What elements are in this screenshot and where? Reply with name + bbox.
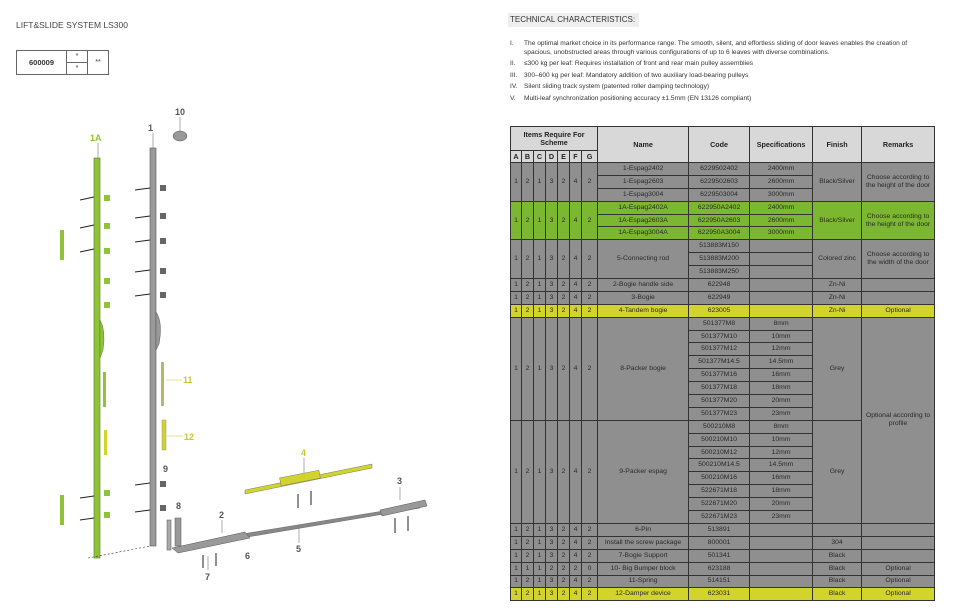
- part-specification: [750, 304, 813, 317]
- scheme-letter-a: A: [511, 151, 522, 163]
- qty-f: 4: [570, 279, 582, 292]
- qty-a: 1: [511, 536, 522, 549]
- qty-b: 2: [522, 163, 534, 202]
- part-code: 501377M12: [689, 343, 750, 356]
- part-remarks: Optional: [862, 562, 935, 575]
- mark-right: **: [88, 51, 109, 75]
- table-row: [511, 279, 935, 292]
- scheme-letter-d: D: [546, 151, 558, 163]
- part-specification: [750, 266, 813, 279]
- qty-d: 3: [546, 536, 558, 549]
- qty-f: 4: [570, 575, 582, 588]
- part-remarks: [862, 523, 935, 536]
- qty-b: 2: [522, 201, 534, 240]
- qty-g: 2: [582, 549, 598, 562]
- part-code: 501341: [689, 549, 750, 562]
- qty-a: 1: [511, 240, 522, 279]
- qty-e: 2: [558, 163, 570, 202]
- qty-c: 1: [534, 523, 546, 536]
- label-10: 10: [175, 107, 186, 117]
- part-finish: Black: [813, 549, 862, 562]
- qty-b: 1: [522, 562, 534, 575]
- bogie-assembly-part: [167, 500, 427, 568]
- part-specification: [750, 240, 813, 253]
- part-code: 622950A2603: [689, 214, 750, 227]
- part-code: 501377M14.5: [689, 356, 750, 369]
- qty-f: 4: [570, 304, 582, 317]
- qty-c: 1: [534, 279, 546, 292]
- qty-f: 4: [570, 536, 582, 549]
- part-code: 501377M16: [689, 369, 750, 382]
- part-name: Install the screw package: [598, 536, 689, 549]
- item-text: ≤300 kg per leaf: Requires installation of front and rear main pulley assemblies: [524, 60, 754, 68]
- product-code: 600009: [17, 51, 67, 75]
- part-name: 1-Espag2603: [598, 175, 689, 188]
- table-row: [511, 163, 935, 176]
- mark-top: *: [67, 51, 88, 63]
- qty-c: 1: [534, 420, 546, 523]
- qty-f: 4: [570, 523, 582, 536]
- part-specification: 2400mm: [750, 163, 813, 176]
- product-code-box: [16, 50, 109, 75]
- table-row: [511, 588, 935, 601]
- part-name: 10- Big Bumper block: [598, 562, 689, 575]
- qty-d: 3: [546, 304, 558, 317]
- part-finish: Zn-Ni: [813, 304, 862, 317]
- part-remarks: Optional: [862, 588, 935, 601]
- qty-c: 1: [534, 536, 546, 549]
- label-1a: 1A: [90, 133, 102, 143]
- qty-g: 2: [582, 420, 598, 523]
- table-row: [511, 562, 935, 575]
- qty-a: 1: [511, 420, 522, 523]
- part-specification: [750, 523, 813, 536]
- scheme-letter-g: G: [582, 151, 598, 163]
- item-number: III.: [510, 71, 518, 79]
- list-item: [510, 95, 930, 104]
- part-finish: [813, 523, 862, 536]
- item-text: 300–600 kg per leaf: Mandatory addition of two auxiliary load-bearing pulleys: [524, 71, 749, 79]
- qty-g: 2: [582, 240, 598, 279]
- qty-f: 4: [570, 163, 582, 202]
- part-specification: [750, 588, 813, 601]
- qty-c: 1: [534, 575, 546, 588]
- table-row: [511, 317, 935, 330]
- part-name: 11-Spring: [598, 575, 689, 588]
- part-specification: 8mm: [750, 420, 813, 433]
- qty-e: 2: [558, 240, 570, 279]
- qty-c: 1: [534, 549, 546, 562]
- label-6: 6: [245, 551, 251, 561]
- part-specification: 3000mm: [750, 227, 813, 240]
- part-code: 800001: [689, 536, 750, 549]
- part-specification: 12mm: [750, 446, 813, 459]
- list-item: [510, 60, 930, 69]
- exploded-assembly-drawing: [0, 95, 500, 608]
- qty-f: 2: [570, 562, 582, 575]
- part-specification: 23mm: [750, 407, 813, 420]
- part-name: 7-Bogie Support: [598, 549, 689, 562]
- qty-f: 4: [570, 291, 582, 304]
- label-1: 1: [148, 123, 154, 133]
- qty-e: 2: [558, 291, 570, 304]
- qty-c: 1: [534, 317, 546, 420]
- table-row: [511, 549, 935, 562]
- qty-b: 2: [522, 291, 534, 304]
- list-item: [510, 72, 930, 81]
- part-name: 1-Espag2402: [598, 163, 689, 176]
- qty-d: 3: [546, 523, 558, 536]
- part-remarks: Choose according to the width of the door: [862, 240, 935, 279]
- part-remarks: [862, 279, 935, 292]
- qty-d: 3: [546, 588, 558, 601]
- qty-c: 1: [534, 562, 546, 575]
- part-specification: 12mm: [750, 343, 813, 356]
- qty-a: 1: [511, 575, 522, 588]
- part-specification: 3000mm: [750, 188, 813, 201]
- label-12: 12: [184, 432, 195, 442]
- item-text: The optimal market choice in its performance range. The smooth, silent, and effortless sliding of door leaves enables the creation of spacious, unobstructed areas through various configurations of up to 6 leaves with diverse combinations.: [524, 40, 908, 56]
- part-remarks: Choose according to the height of the door: [862, 201, 935, 240]
- page-title: LIFT&SLIDE SYSTEM LS300: [16, 20, 128, 30]
- label-11: 11: [183, 375, 193, 385]
- part-code: 501377M20: [689, 395, 750, 408]
- qty-d: 3: [546, 279, 558, 292]
- qty-e: 2: [558, 279, 570, 292]
- part-code: 623188: [689, 562, 750, 575]
- part-specification: 14.5mm: [750, 459, 813, 472]
- part-specification: [750, 279, 813, 292]
- qty-a: 1: [511, 304, 522, 317]
- part-specification: 10mm: [750, 330, 813, 343]
- part-specification: [750, 562, 813, 575]
- technical-characteristics-list: [510, 40, 930, 107]
- part-finish: Colored zinc: [813, 240, 862, 279]
- part-remarks: Optional: [862, 304, 935, 317]
- part-remarks: Optional: [862, 575, 935, 588]
- qty-a: 1: [511, 562, 522, 575]
- part-specification: 2400mm: [750, 201, 813, 214]
- scheme-letter-b: B: [522, 151, 534, 163]
- part-remarks: Optional according to profile: [862, 317, 935, 523]
- part-name: 12-Damper device: [598, 588, 689, 601]
- part-name: 1A-Espag3004A: [598, 227, 689, 240]
- label-7: 7: [205, 572, 211, 582]
- qty-c: 1: [534, 163, 546, 202]
- table-row: [511, 201, 935, 214]
- qty-g: 2: [582, 291, 598, 304]
- part-specification: 8mm: [750, 317, 813, 330]
- label-8: 8: [176, 501, 182, 511]
- qty-b: 2: [522, 523, 534, 536]
- part-specification: [750, 253, 813, 266]
- qty-g: 2: [582, 523, 598, 536]
- qty-a: 1: [511, 201, 522, 240]
- qty-b: 2: [522, 279, 534, 292]
- item-text: Silent sliding track system (patented roller damping technology): [524, 83, 710, 91]
- technical-characteristics-title: TECHNICAL CHARACTERISTICS:: [508, 13, 639, 27]
- part-name: 4-Tandem bogie: [598, 304, 689, 317]
- part-code: 522671M23: [689, 511, 750, 524]
- qty-c: 1: [534, 304, 546, 317]
- qty-a: 1: [511, 279, 522, 292]
- qty-b: 2: [522, 317, 534, 420]
- part-code: 623031: [689, 588, 750, 601]
- qty-e: 2: [558, 420, 570, 523]
- label-2: 2: [219, 510, 225, 520]
- part-specification: 2600mm: [750, 214, 813, 227]
- part-finish: Grey: [813, 317, 862, 420]
- qty-e: 2: [558, 549, 570, 562]
- specifications-header: Specifications: [750, 127, 813, 163]
- part-code: 623005: [689, 304, 750, 317]
- qty-d: 3: [546, 291, 558, 304]
- qty-d: 3: [546, 317, 558, 420]
- part-code: 500210M12: [689, 446, 750, 459]
- qty-f: 4: [570, 317, 582, 420]
- scheme-letter-f: F: [570, 151, 582, 163]
- part-specification: 14.5mm: [750, 356, 813, 369]
- part-code: 6229502603: [689, 175, 750, 188]
- part-code: 501377M18: [689, 382, 750, 395]
- tandem-bogie-part: [245, 464, 372, 508]
- part-code: 522671M20: [689, 498, 750, 511]
- qty-b: 2: [522, 304, 534, 317]
- scheme-letter-e: E: [558, 151, 570, 163]
- qty-f: 4: [570, 588, 582, 601]
- part-code: 622950A2402: [689, 201, 750, 214]
- qty-a: 1: [511, 523, 522, 536]
- parts-table: [510, 126, 935, 601]
- qty-g: 2: [582, 317, 598, 420]
- part-name: 5-Connecting rod: [598, 240, 689, 279]
- part-code: 500210M10: [689, 433, 750, 446]
- table-row: [511, 291, 935, 304]
- part-specification: 20mm: [750, 395, 813, 408]
- part-code: 6229502402: [689, 163, 750, 176]
- part-name: 1-Espag3004: [598, 188, 689, 201]
- part-specification: 16mm: [750, 472, 813, 485]
- part-specification: 2600mm: [750, 175, 813, 188]
- table-row: [511, 536, 935, 549]
- part-name: 8-Packer bogie: [598, 317, 689, 420]
- part-finish: Black: [813, 562, 862, 575]
- part-specification: 23mm: [750, 511, 813, 524]
- part-finish: Grey: [813, 420, 862, 523]
- part-remarks: Choose according to the height of the door: [862, 163, 935, 202]
- part-specification: 10mm: [750, 433, 813, 446]
- qty-e: 2: [558, 317, 570, 420]
- part-specification: 18mm: [750, 382, 813, 395]
- part-remarks: [862, 549, 935, 562]
- part-code: 522671M18: [689, 485, 750, 498]
- part-code: 622948: [689, 279, 750, 292]
- qty-d: 3: [546, 240, 558, 279]
- part-finish: Zn-Ni: [813, 291, 862, 304]
- qty-c: 1: [534, 240, 546, 279]
- item-text: Multi-leaf synchronization positioning accuracy ±1.5mm (EN 13126 compliant): [524, 94, 752, 102]
- label-9: 9: [163, 464, 169, 474]
- qty-e: 2: [558, 562, 570, 575]
- qty-a: 1: [511, 588, 522, 601]
- qty-d: 3: [546, 420, 558, 523]
- part-finish: Zn-Ni: [813, 279, 862, 292]
- qty-d: 3: [546, 575, 558, 588]
- part-code: 622950A3004: [689, 227, 750, 240]
- part-name: 1A-Espag2402A: [598, 201, 689, 214]
- qty-e: 2: [558, 536, 570, 549]
- part-code: 514151: [689, 575, 750, 588]
- part-specification: 20mm: [750, 498, 813, 511]
- qty-b: 2: [522, 549, 534, 562]
- part-specification: [750, 549, 813, 562]
- part-specification: 18mm: [750, 485, 813, 498]
- qty-b: 2: [522, 240, 534, 279]
- qty-c: 1: [534, 291, 546, 304]
- qty-b: 2: [522, 420, 534, 523]
- qty-a: 1: [511, 163, 522, 202]
- table-row: [511, 240, 935, 253]
- qty-f: 4: [570, 201, 582, 240]
- qty-d: 3: [546, 163, 558, 202]
- qty-f: 4: [570, 549, 582, 562]
- part-name: 1A-Espag2603A: [598, 214, 689, 227]
- item-number: I.: [510, 40, 514, 47]
- part-remarks: [862, 536, 935, 549]
- part-code: 513891: [689, 523, 750, 536]
- part-finish: Black/Silver: [813, 163, 862, 202]
- part-finish: Black: [813, 575, 862, 588]
- qty-g: 2: [582, 575, 598, 588]
- part-finish: 304: [813, 536, 862, 549]
- qty-e: 2: [558, 304, 570, 317]
- finish-header: Finish: [813, 127, 862, 163]
- qty-g: 0: [582, 562, 598, 575]
- part-code: 6229503004: [689, 188, 750, 201]
- qty-g: 2: [582, 588, 598, 601]
- qty-f: 4: [570, 240, 582, 279]
- part-name: 2-Bogie handle side: [598, 279, 689, 292]
- part-specification: [750, 291, 813, 304]
- part-code: 622949: [689, 291, 750, 304]
- qty-g: 2: [582, 163, 598, 202]
- part-code: 500210M8: [689, 420, 750, 433]
- part-code: 513883M150: [689, 240, 750, 253]
- qty-b: 2: [522, 588, 534, 601]
- qty-g: 2: [582, 304, 598, 317]
- list-item: [510, 83, 930, 92]
- part-specification: 16mm: [750, 369, 813, 382]
- item-number: V.: [510, 94, 516, 102]
- scheme-header: Items Require For Scheme: [511, 127, 598, 151]
- part-code: 500210M14.5: [689, 459, 750, 472]
- qty-f: 4: [570, 420, 582, 523]
- item-number: IV.: [510, 83, 518, 91]
- qty-b: 2: [522, 575, 534, 588]
- mark-bottom: *: [67, 63, 88, 75]
- item-number: II.: [510, 60, 516, 68]
- part-remarks: [862, 291, 935, 304]
- part-finish: Black: [813, 588, 862, 601]
- qty-d: 3: [546, 201, 558, 240]
- qty-g: 2: [582, 201, 598, 240]
- remarks-header: Remarks: [862, 127, 935, 163]
- qty-a: 1: [511, 291, 522, 304]
- part-name: 6-Pin: [598, 523, 689, 536]
- part-finish: Black/Silver: [813, 201, 862, 240]
- qty-e: 2: [558, 523, 570, 536]
- part-specification: [750, 536, 813, 549]
- part-code: 501377M10: [689, 330, 750, 343]
- label-4: 4: [301, 448, 307, 458]
- label-3: 3: [397, 476, 403, 486]
- name-header: Name: [598, 127, 689, 163]
- scheme-letter-c: C: [534, 151, 546, 163]
- qty-e: 2: [558, 588, 570, 601]
- qty-a: 1: [511, 317, 522, 420]
- qty-g: 2: [582, 279, 598, 292]
- qty-a: 1: [511, 549, 522, 562]
- label-5: 5: [296, 544, 302, 554]
- qty-d: 2: [546, 562, 558, 575]
- code-header: Code: [689, 127, 750, 163]
- qty-d: 3: [546, 549, 558, 562]
- qty-b: 2: [522, 536, 534, 549]
- part-code: 500210M16: [689, 472, 750, 485]
- qty-c: 1: [534, 201, 546, 240]
- part-name: 3-Bogie: [598, 291, 689, 304]
- part-code: 501377M23: [689, 407, 750, 420]
- part-specification: [750, 575, 813, 588]
- part-name: 9-Packer espag: [598, 420, 689, 523]
- part-code: 513883M200: [689, 253, 750, 266]
- table-row: [511, 523, 935, 536]
- table-row: [511, 304, 935, 317]
- qty-g: 2: [582, 536, 598, 549]
- qty-e: 2: [558, 201, 570, 240]
- table-row: [511, 575, 935, 588]
- qty-e: 2: [558, 575, 570, 588]
- qty-c: 1: [534, 588, 546, 601]
- part-code: 513883M250: [689, 266, 750, 279]
- list-item: [510, 40, 930, 57]
- part-code: 501377M8: [689, 317, 750, 330]
